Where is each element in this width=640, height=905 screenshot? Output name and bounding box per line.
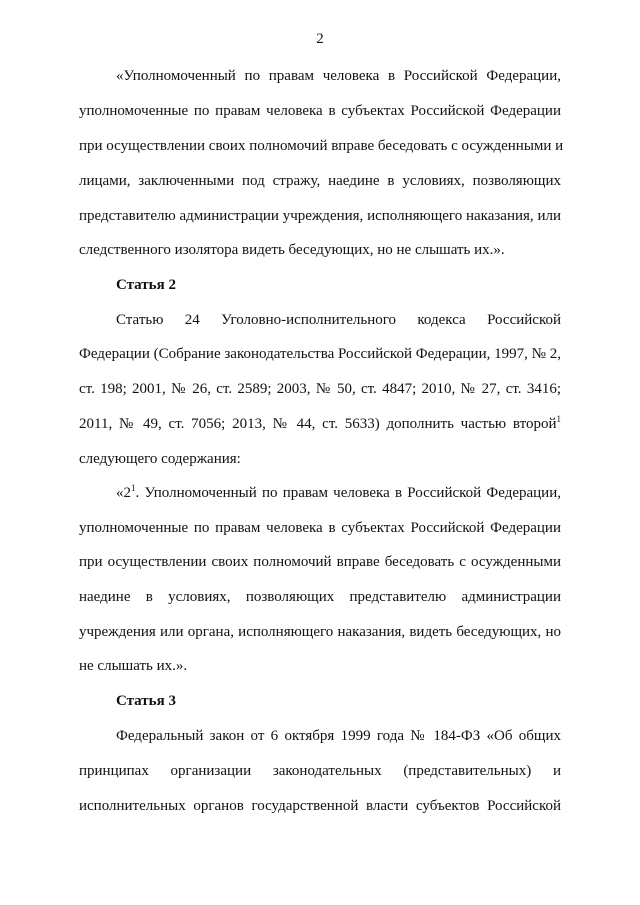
quote-1-line-5: представителю администрации учреждения, исполняющего наказания, или xyxy=(79,208,561,224)
article-2-line-4-text: 2011, № 49, ст. 7056; 2013, № 44, ст. 5633) дополнить частью второй xyxy=(79,416,557,432)
quote-2-line-2: уполномоченные по правам человека в субъектах Российской Федерации xyxy=(79,520,561,536)
quote-2-lead-rest: . Уполномоченный по правам человека в Российской Федерации, xyxy=(135,485,561,501)
quote-1-line-6: следственного изолятора видеть беседующих, но не слышать их.». xyxy=(79,242,505,258)
quote-2-line-4: наедине в условиях, позволяющих представителю администрации xyxy=(79,589,561,605)
article-3-line-3: исполнительных органов государственной власти субъектов Российской xyxy=(79,798,561,814)
article-2-line-4 xyxy=(79,415,561,433)
article-2-line-5: следующего содержания: xyxy=(79,451,241,467)
quote-1-line-4: лицами, заключенными под стражу, наедине в условиях, позволяющих xyxy=(79,173,561,189)
article-2-line-2: Федерации (Собрание законодательства Российской Федерации, 1997, № 2, xyxy=(79,346,561,362)
quote-1-line-2: уполномоченные по правам человека в субъектах Российской Федерации xyxy=(79,103,561,119)
quote-2-line-5: учреждения или органа, исполняющего наказания, видеть беседующих, но xyxy=(79,624,561,640)
article-2-heading: Статья 2 xyxy=(116,277,176,293)
article-2-line-3: ст. 198; 2001, № 26, ст. 2589; 2003, № 50, ст. 4847; 2010, № 27, ст. 3416; xyxy=(79,381,561,397)
article-2-line-1: Статью 24 Уголовно-исполнительного кодекса Российской xyxy=(116,312,561,328)
quote-1-line-3: при осуществлении своих полномочий вправе беседовать с осужденными и xyxy=(79,138,564,154)
quote-2-line-1 xyxy=(116,484,561,502)
article-3-line-1: Федеральный закон от 6 октября 1999 года № 184-ФЗ «Об общих xyxy=(116,728,561,744)
quote-2-line-6: не слышать их.». xyxy=(79,658,188,674)
article-3-line-2: принципах организации законодательных (представительных) и xyxy=(79,763,561,779)
footnote-superscript: 1 xyxy=(556,414,561,424)
part-number-superscript: 1 xyxy=(131,483,136,493)
quote-2-line-3: при осуществлении своих полномочий вправе беседовать с осужденными xyxy=(79,554,561,570)
quote-1-line-1: «Уполномоченный по правам человека в Российской Федерации, xyxy=(116,68,561,84)
page-number: 2 xyxy=(316,31,324,47)
article-3-heading: Статья 3 xyxy=(116,693,176,709)
quote-2-lead-prefix: «2 xyxy=(116,485,131,501)
